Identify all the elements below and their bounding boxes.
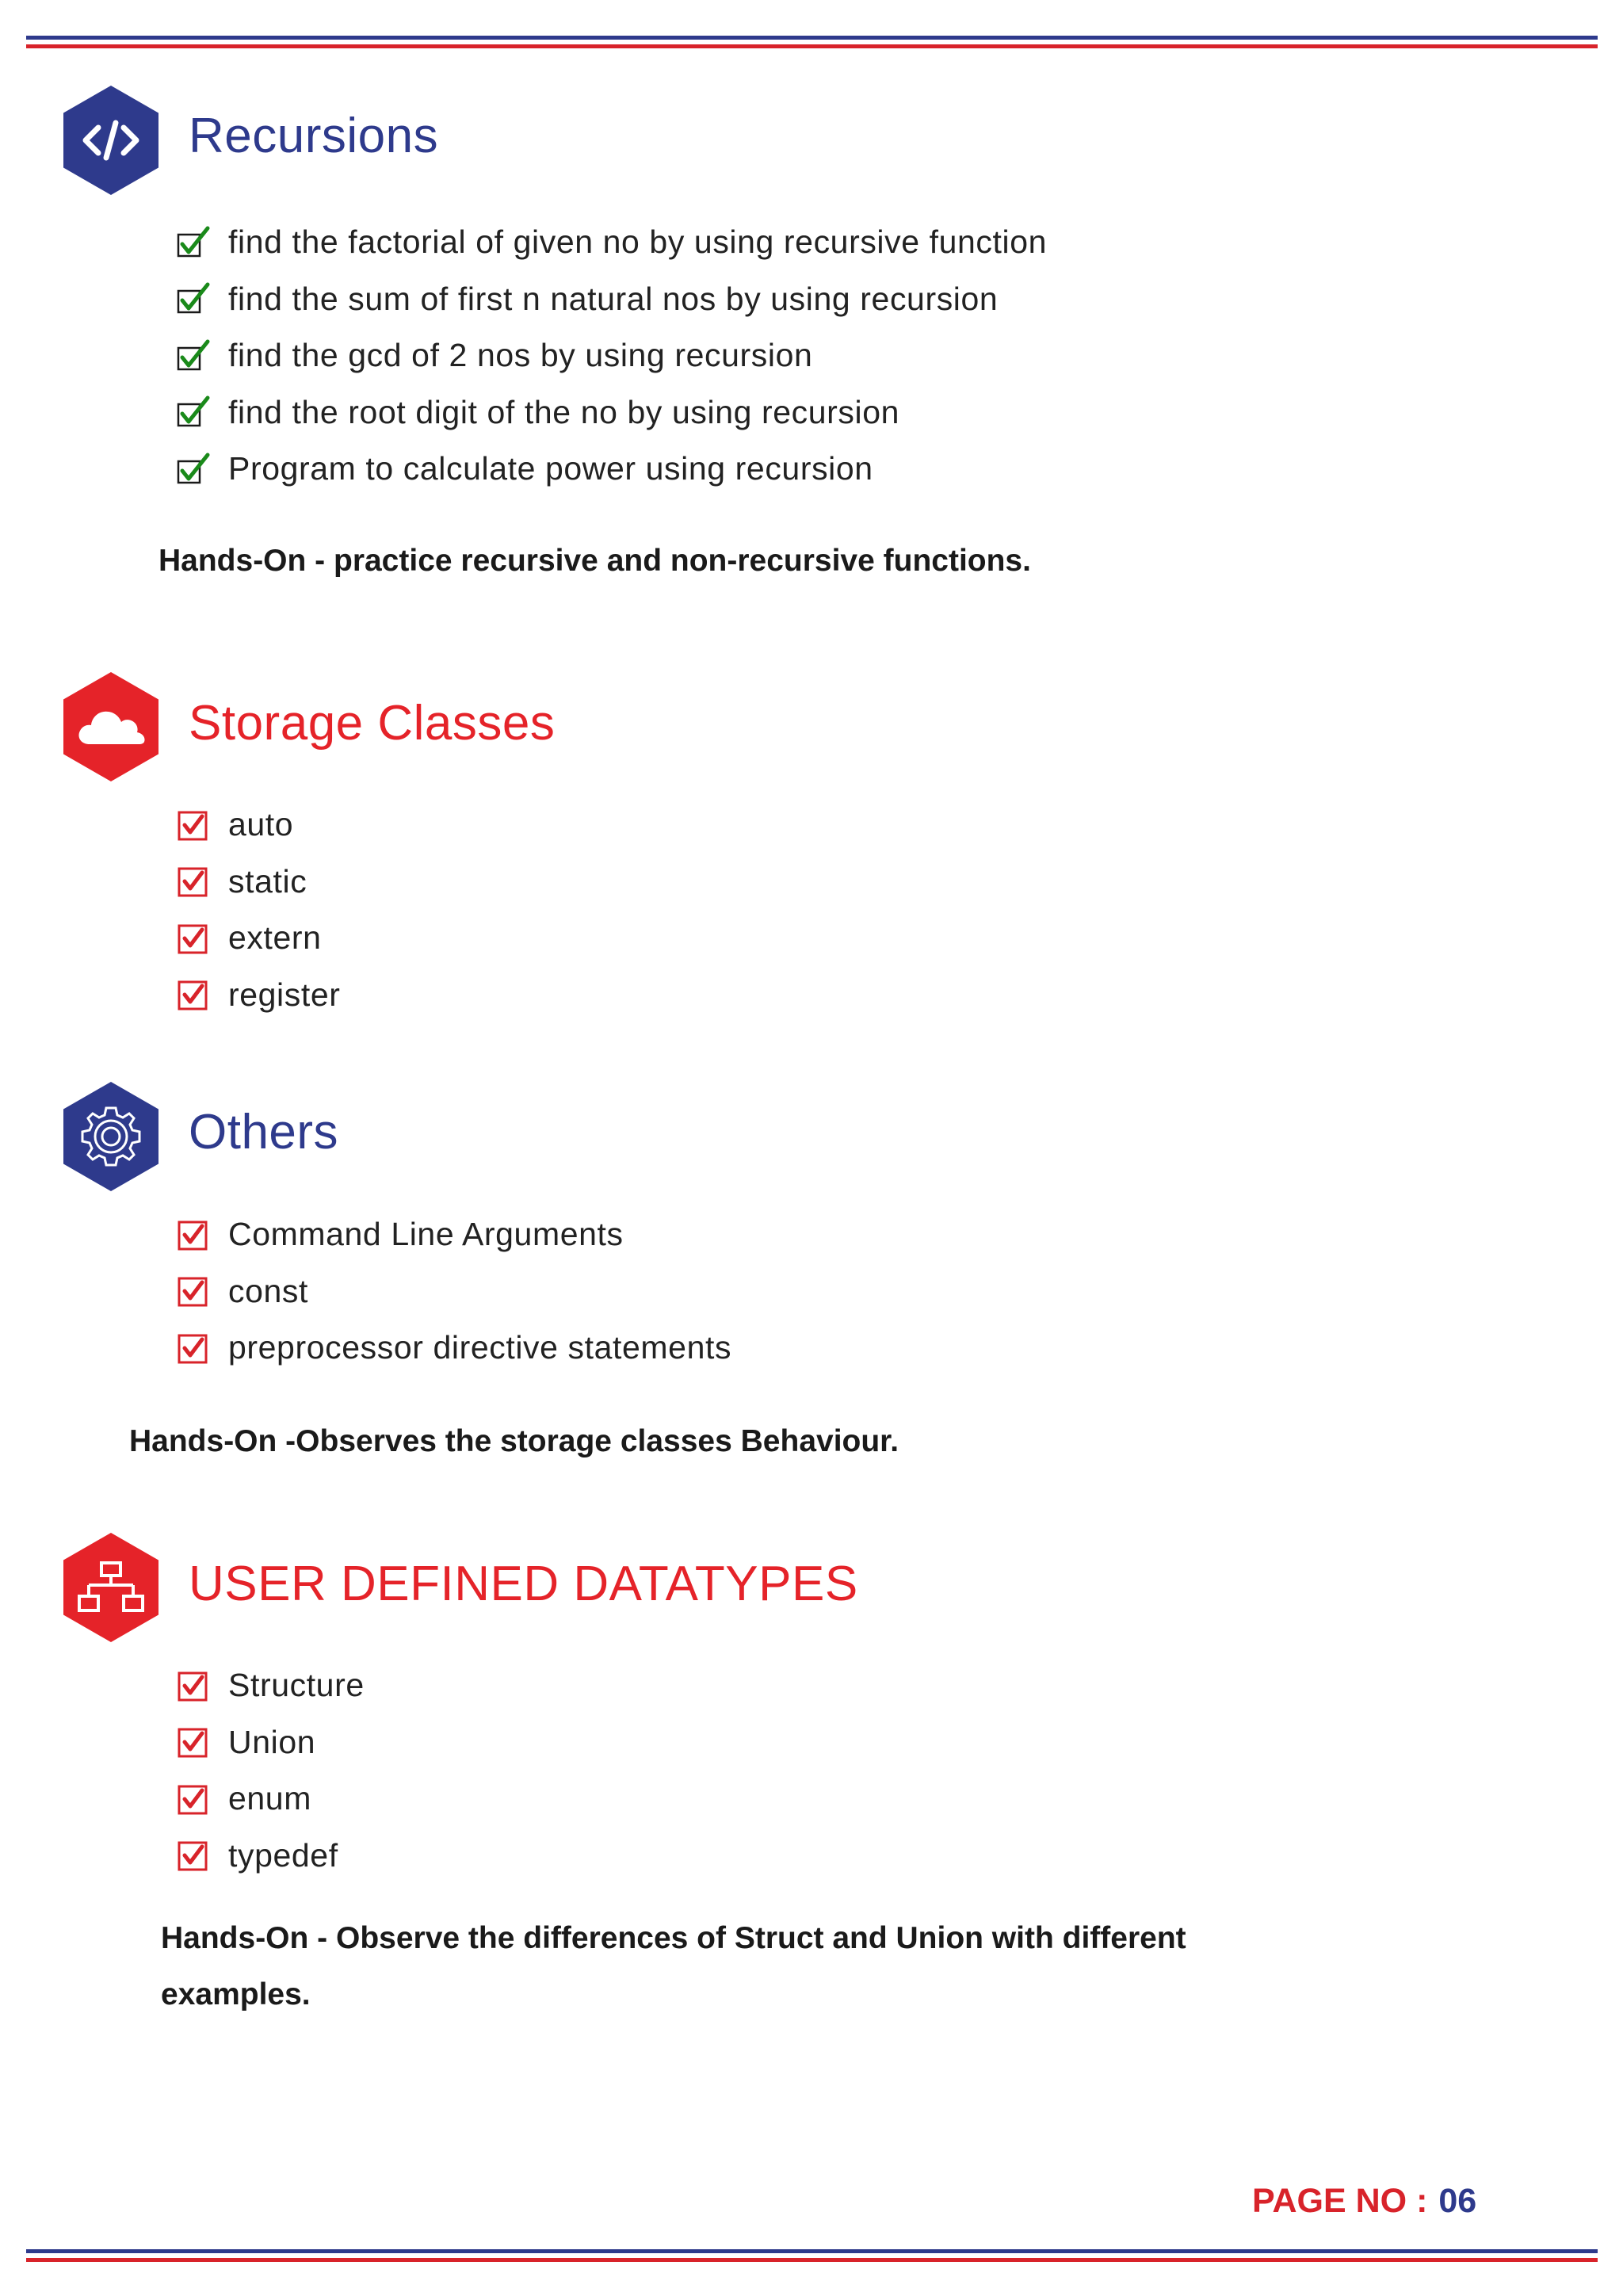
page-number-label: PAGE NO : — [1252, 2182, 1428, 2220]
hierarchy-icon — [63, 1533, 158, 1642]
red-check-icon — [176, 1217, 211, 1252]
list-item: static — [176, 854, 341, 911]
red-check-icon — [176, 1331, 211, 1366]
cloud-icon — [63, 672, 158, 781]
list-item: find the root digit of the no by using recursion — [176, 384, 1047, 441]
list-item: preprocessor directive statements — [176, 1320, 731, 1377]
list-item: typedef — [176, 1828, 365, 1885]
page-number-value: 06 — [1438, 2182, 1477, 2220]
page-number — [1252, 2182, 1476, 2221]
red-check-icon — [176, 977, 211, 1012]
list-item: register — [176, 967, 341, 1024]
top-rule-red — [26, 44, 1598, 48]
list-item: Union — [176, 1714, 365, 1771]
others-list — [176, 1206, 731, 1377]
green-check-icon — [176, 395, 211, 430]
red-check-icon — [176, 1838, 211, 1873]
red-check-icon — [176, 1782, 211, 1817]
green-check-icon — [176, 452, 211, 487]
code-brackets-icon — [63, 86, 158, 195]
list-item: Program to calculate power using recursion — [176, 441, 1047, 498]
hands-on-line-2: examples. — [161, 1977, 311, 2011]
green-check-icon — [176, 338, 211, 373]
green-check-icon — [176, 281, 211, 316]
list-item: auto — [176, 797, 341, 854]
green-check-icon — [176, 225, 211, 260]
user-defined-datatypes-list — [176, 1657, 365, 1884]
hands-on-user-defined-datatypes — [161, 1910, 1186, 2023]
list-item: find the gcd of 2 nos by using recursion — [176, 327, 1047, 384]
recursions-list — [176, 214, 1047, 498]
section-title-user-defined-datatypes: USER DEFINED DATATYPES — [189, 1557, 858, 1611]
hands-on-others: Hands-On -Observes the storage classes Behaviour. — [129, 1424, 899, 1458]
storage-classes-list — [176, 797, 341, 1023]
top-rule-blue — [26, 36, 1598, 40]
red-check-icon — [176, 1274, 211, 1308]
hands-on-recursions: Hands-On - practice recursive and non-recursive functions. — [158, 544, 1031, 578]
list-item: enum — [176, 1771, 365, 1828]
list-item: Structure — [176, 1657, 365, 1714]
red-check-icon — [176, 1668, 211, 1703]
list-item: Command Line Arguments — [176, 1206, 731, 1263]
section-title-recursions: Recursions — [189, 109, 439, 163]
section-title-storage-classes: Storage Classes — [189, 696, 556, 751]
gear-icon — [63, 1082, 158, 1191]
red-check-icon — [176, 864, 211, 899]
list-item: extern — [176, 910, 341, 967]
list-item: find the sum of first n natural nos by using recursion — [176, 271, 1047, 328]
red-check-icon — [176, 921, 211, 956]
bottom-rule-blue — [26, 2249, 1598, 2253]
red-check-icon — [176, 808, 211, 842]
hands-on-line-1: Hands-On - Observe the differences of Struct and Union with different — [161, 1921, 1186, 1955]
list-item: const — [176, 1263, 731, 1320]
section-title-others: Others — [189, 1105, 339, 1159]
red-check-icon — [176, 1725, 211, 1759]
bottom-rule-red — [26, 2258, 1598, 2262]
list-item: find the factorial of given no by using recursive function — [176, 214, 1047, 271]
